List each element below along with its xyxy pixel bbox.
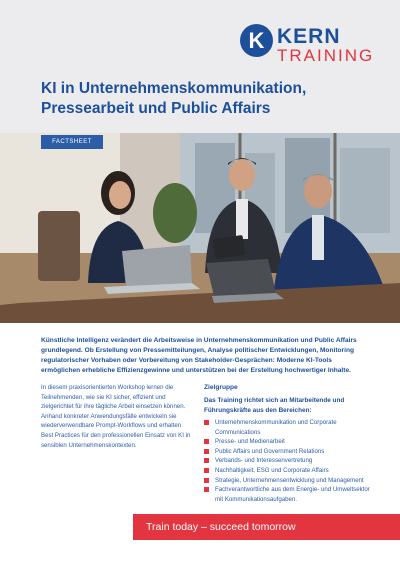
page-title xyxy=(41,79,371,119)
logo-kern-text: KERN xyxy=(277,25,341,48)
target-group-list xyxy=(204,418,374,504)
target-group-lead: Das Training richtet sich an Mitarbeitende und Führungskräfte aus den Bereichen: xyxy=(204,397,345,414)
list-item: Strategie, Unternehmensentwicklung und Management xyxy=(204,476,374,486)
business-meeting-photo xyxy=(0,133,400,323)
header xyxy=(0,0,400,133)
list-item: Public Affairs und Government Relations xyxy=(204,447,374,457)
logo-mark: K xyxy=(240,24,273,57)
list-item: Fachverantwortliche aus dem Energie- und Umweltsektor mit Kommunikationsaufgaben. xyxy=(204,485,374,504)
target-group-heading: Zielgruppe xyxy=(204,384,238,391)
intro-text: Künstliche Intelligenz verändert die Arbeitsweise in Unternehmenskommunikation und Public Affairs grundlegend. Ob Erstellung von Pressemitteilungen, Analyse politischer Entwicklungen, Monitoring regulatorischer Vorhaben oder Vorbereitung von Stakeholder-Gesprächen: Moderne KI-Tools ermöglichen erhebliche Effizienzgewinne und unterstützen bei der Erstellung hochwertiger Inhalte. xyxy=(41,337,357,374)
list-item: Verbands- und Interessenvertretung xyxy=(204,456,374,466)
kern-training-logo[interactable] xyxy=(240,24,380,66)
logo-training-text: TRAINING xyxy=(277,46,375,65)
title-line-2: Pressearbeit und Public Affairs xyxy=(41,100,271,117)
list-item: Nachhaltigkeit, ESG und Corporate Affairs xyxy=(204,466,374,476)
factsheet-badge: FACTSHEET xyxy=(41,135,103,149)
list-item: Presse- und Medienarbeit xyxy=(204,437,374,447)
target-group-section xyxy=(204,383,374,504)
slogan-banner: Train today – succeed tomorrow xyxy=(133,514,400,540)
title-line-1: KI in Unternehmenskommunikation, xyxy=(41,80,307,97)
workshop-description: In diesem praxisorientierten Workshop lernen die Teilnehmenden, wie sie KI sicher, effizient und zielgerichtet für ihre tägliche Arbeit einsetzen können. Anhand konkreter Anwendungsfälle entwickeln sie wiederverwendbare Prompt-Workflows und erhalten Best Practices für den professionellen Einsatz von KI in sensiblen Unternehmenskontexten. xyxy=(41,384,191,449)
list-item: Unternehmenskommunikation und Corporate Communications xyxy=(204,418,374,437)
